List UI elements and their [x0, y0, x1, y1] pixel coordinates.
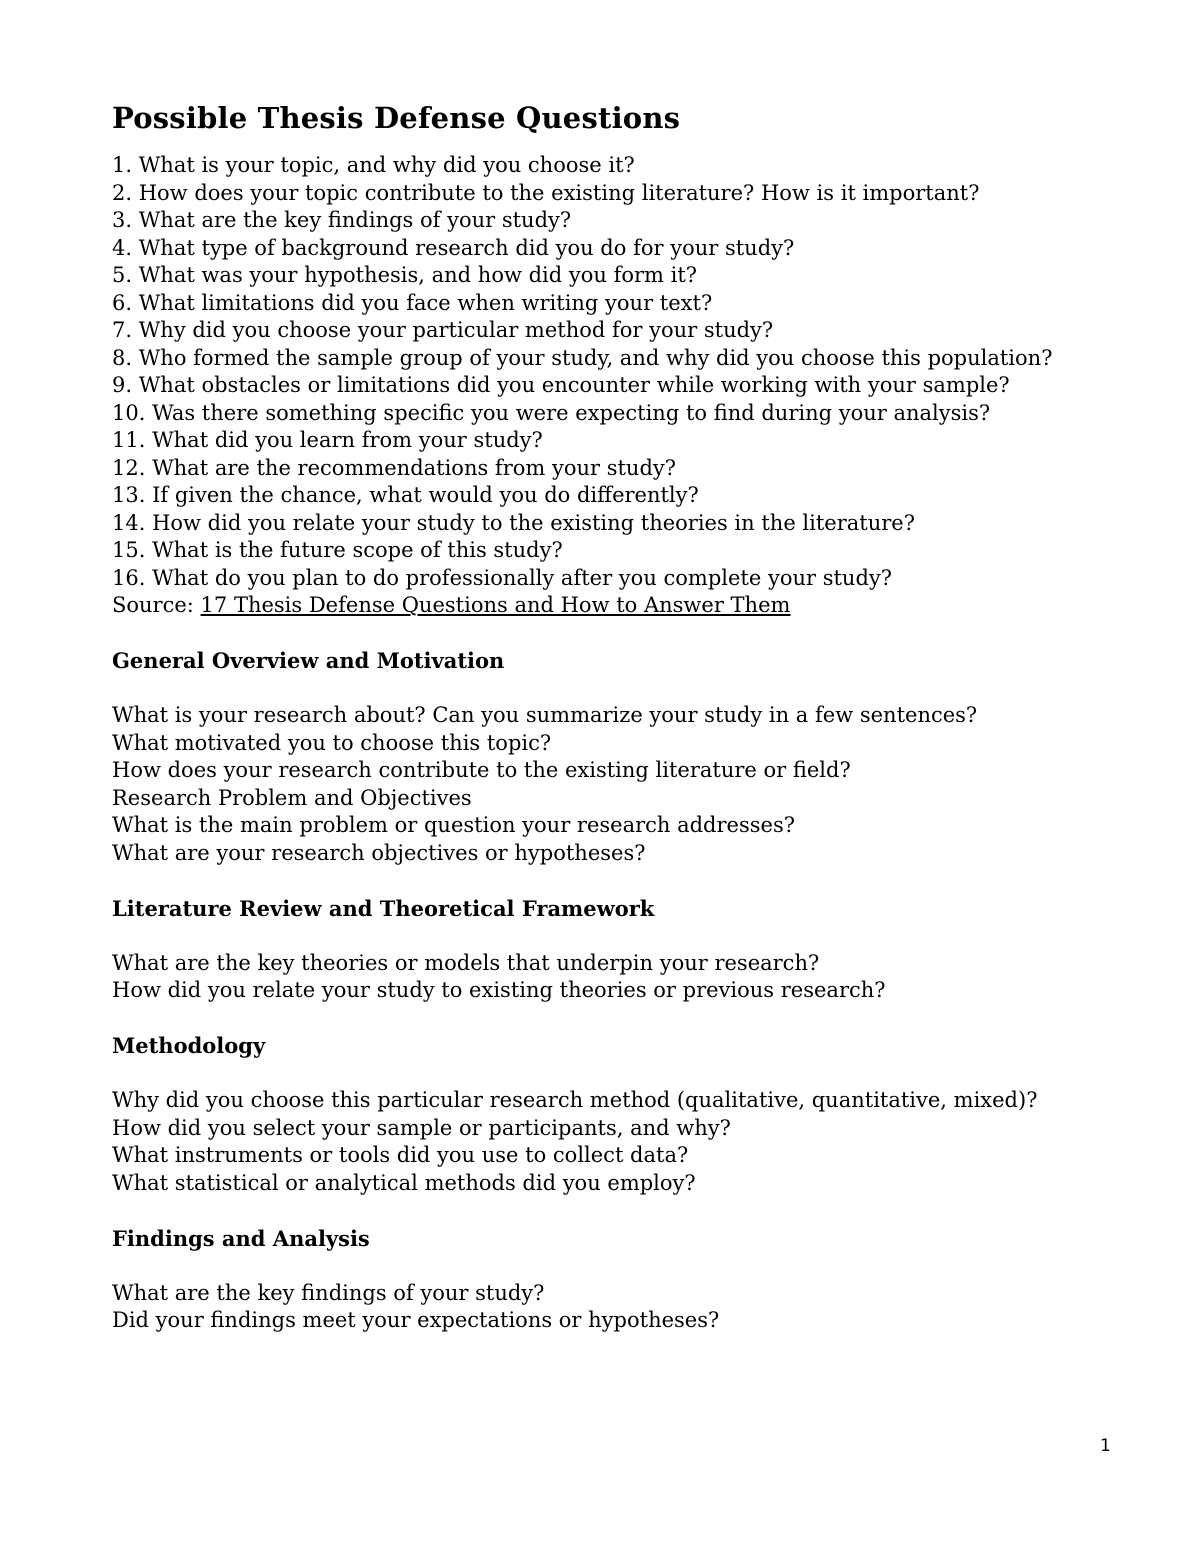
section-line: What instruments or tools did you use to collect data? [112, 1143, 689, 1167]
question-item: 1. What is your topic, and why did you choose it? [112, 153, 635, 177]
section-general-overview [112, 647, 1112, 867]
spacer [112, 867, 1112, 895]
section-methodology [112, 1032, 1112, 1197]
document-title: Possible Thesis Defense Questions [112, 101, 681, 135]
section-line: What are the key findings of your study? [112, 1280, 545, 1305]
section-line: Did your findings meet your expectations or hypotheses? [112, 1308, 720, 1332]
question-item: 7. Why did you choose your particular method for your study? [112, 318, 774, 342]
question-item: 5. What was your hypothesis, and how did you form it? [112, 263, 698, 287]
spacer [112, 1197, 1112, 1225]
question-item: 11. What did you learn from your study? [112, 428, 543, 452]
section-line: What are your research objectives or hypotheses? [112, 840, 646, 865]
question-item: 8. Who formed the sample group of your study, and why did you choose this population? [112, 345, 1053, 370]
question-item: 2. How does your topic contribute to the existing literature? How is it important? [112, 180, 980, 205]
source-label: Source: [112, 593, 201, 617]
question-item: 14. How did you relate your study to the existing theories in the literature? [112, 510, 915, 535]
question-item: 9. What obstacles or limitations did you encounter while working with your sample? [112, 373, 1010, 397]
section-literature-review [112, 895, 1112, 1005]
section-line: How did you relate your study to existing theories or previous research? [112, 978, 886, 1002]
spacer [112, 675, 1112, 703]
spacer [112, 620, 1112, 648]
question-item: 6. What limitations did you face when writing your text? [112, 290, 713, 315]
spacer [112, 1005, 1112, 1033]
section-line: What is the main problem or question your research addresses? [112, 813, 795, 837]
question-item: 15. What is the future scope of this study? [112, 538, 563, 562]
section-line: What is your research about? Can you summarize your study in a few sentences? [112, 703, 978, 727]
section-line: Why did you choose this particular research method (qualitative, quantitative, mixed)? [112, 1088, 1038, 1112]
numbered-question-list [112, 152, 1112, 592]
section-heading: Literature Review and Theoretical Framework [112, 895, 655, 921]
spacer [112, 1060, 1112, 1088]
section-line: What are the key theories or models that underpin your research? [112, 950, 820, 975]
document-page [112, 96, 1112, 1335]
section-line: How does your research contribute to the existing literature or field? [112, 758, 851, 782]
source-link[interactable]: 17 Thesis Defense Questions and How to Answer Them [200, 593, 791, 617]
section-line: What statistical or analytical methods did you employ? [112, 1170, 696, 1195]
question-item: 13. If given the chance, what would you do differently? [112, 483, 699, 507]
section-heading: Findings and Analysis [112, 1225, 370, 1251]
question-item: 4. What type of background research did you do for your study? [112, 235, 795, 260]
source-line [112, 592, 1112, 620]
question-item: 3. What are the key findings of your study? [112, 208, 572, 232]
spacer [112, 1252, 1112, 1280]
page-number: 1 [1100, 1436, 1111, 1456]
section-line: Research Problem and Objectives [112, 785, 472, 810]
section-heading: Methodology [112, 1033, 266, 1058]
section-line: How did you select your sample or participants, and why? [112, 1115, 731, 1140]
section-heading: General Overview and Motivation [112, 648, 505, 673]
spacer [112, 922, 1112, 950]
question-item: 10. Was there something specific you were expecting to find during your analysis? [112, 400, 991, 425]
question-item: 12. What are the recommendations from your study? [112, 455, 677, 480]
section-line: What motivated you to choose this topic? [112, 730, 552, 755]
question-item: 16. What do you plan to do professionally after you complete your study? [112, 565, 893, 590]
section-findings [112, 1225, 1112, 1335]
